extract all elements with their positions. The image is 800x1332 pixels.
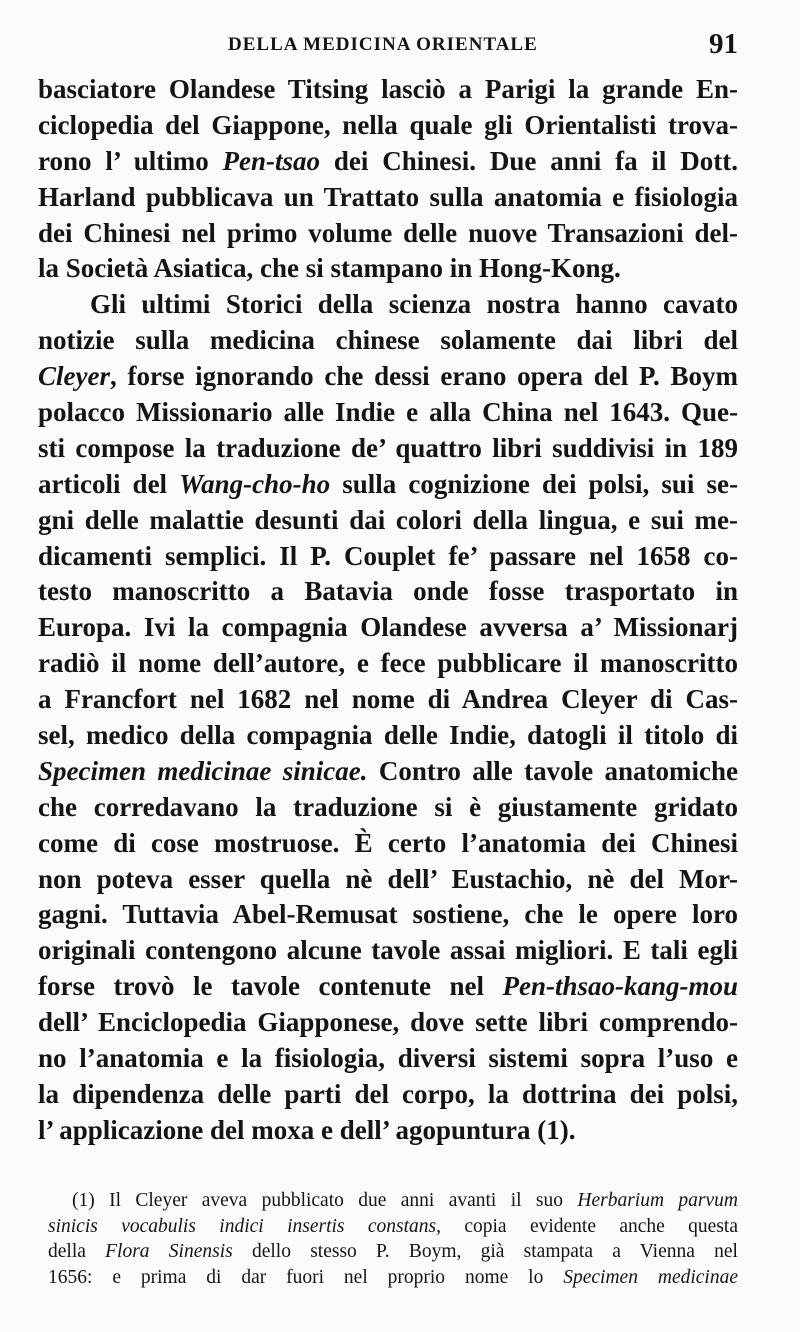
footnote: [48, 1188, 738, 1290]
italic-term: Specimen medicinae: [563, 1266, 738, 1288]
footnote-line: (1) Il Cleyer aveva pubblicato due anni avanti il suo Herbarium parvum: [72, 1190, 738, 1211]
footnote-line: 1656: e prima di dar fuori nel proprio nome lo Specimen medicinae: [48, 1266, 738, 1288]
text-line: sti compose la traduzione de’ quattro libri suddivisi in 189: [38, 432, 738, 463]
text-line: articoli del Wang-cho-ho sulla cognizione dei polsi, sui se-: [38, 468, 738, 499]
italic-term: Specimen medicinae sinicae.: [38, 755, 368, 786]
text-line: come di cose mostruose. È certo l’anatomia dei Chinesi: [38, 827, 738, 858]
text-line: Harland pubblicava un Trattato sulla anatomia e fisiologia: [38, 181, 738, 212]
footnote-line: della Flora Sinensis dello stesso P. Boym, già stampata a Vienna nel: [48, 1241, 738, 1262]
text-line: notizie sulla medicina chinese solamente dai libri del: [38, 325, 738, 356]
italic-term: Cleyer: [38, 361, 110, 392]
text-line: dicamenti semplici. Il P. Couplet fe’ passare nel 1658 co-: [38, 540, 738, 571]
italic-term: sinicis vocabulis indici insertis constans,: [48, 1215, 441, 1237]
text-line: testo manoscritto a Batavia onde fosse trasportato in: [38, 576, 738, 607]
text-line: l’ applicazione del moxa e dell’ agopuntura (1).: [38, 1114, 576, 1145]
text-line: basciatore Olandese Titsing lasciò a Parigi la grande En-: [38, 74, 738, 104]
italic-term: Pen-tsao: [222, 145, 321, 176]
footnote-line: sinicis vocabulis indici insertis constans, copia evidente anche questa: [48, 1215, 738, 1237]
text-line: la dipendenza delle parti del corpo, la dottrina dei polsi,: [38, 1078, 738, 1109]
italic-term: Pen-thsao-kang-mou: [502, 971, 738, 1002]
italic-term: Flora Sinensis: [105, 1241, 233, 1262]
text-line: no l’anatomia e la fisiologia, diversi sistemi sopra l’uso e: [38, 1043, 738, 1074]
text-line: la Società Asiatica, che si stampano in Hong-Kong.: [38, 253, 621, 284]
page-header: [38, 30, 738, 64]
page-number: 91: [709, 28, 738, 60]
italic-term: Herbarium parvum: [577, 1190, 738, 1211]
text-line: rono l’ ultimo Pen-tsao dei Chinesi. Due anni fa il Dott.: [38, 145, 738, 176]
running-head: DELLA MEDICINA ORIENTALE: [228, 34, 538, 55]
text-line: originali contengono alcune tavole assai migliori. E tali egli: [38, 935, 738, 966]
text-line: radiò il nome dell’autore, e fece pubblicare il manoscritto: [38, 648, 738, 679]
text-line: che corredavano la traduzione si è giustamente gridato: [38, 791, 738, 822]
text-line: Specimen medicinae sinicae. Contro alle tavole anatomiche: [38, 755, 738, 786]
italic-term: Wang-cho-ho: [179, 468, 331, 499]
text-line: Europa. Ivi la compagnia Olandese avversa a’ Missionarj: [38, 612, 738, 643]
text-line: gni delle malattie desunti dai colori della lingua, e sui me-: [38, 504, 738, 535]
text-line: sel, medico della compagnia delle Indie, datogli il titolo di: [38, 720, 738, 751]
text-line: Cleyer, forse ignorando che dessi erano opera del P. Boym: [38, 361, 738, 392]
main-text: [38, 72, 738, 1149]
text-line: dei Chinesi nel primo volume delle nuove Transazioni del-: [38, 217, 738, 248]
paragraph-start-line: Gli ultimi Storici della scienza nostra hanno cavato: [90, 289, 738, 320]
text-line: gagni. Tuttavia Abel-Remusat sostiene, che le opere loro: [38, 899, 738, 930]
text-line: non poteva esser quella nè dell’ Eustachio, nè del Mor-: [38, 863, 738, 894]
text-line: ciclopedia del Giappone, nella quale gli Orientalisti trova-: [38, 109, 738, 140]
text-line: polacco Missionario alle Indie e alla China nel 1643. Que-: [38, 397, 738, 428]
text-line: dell’ Enciclopedia Giapponese, dove sette libri comprendo-: [38, 1007, 738, 1038]
text-line: forse trovò le tavole contenute nel Pen-thsao-kang-mou: [38, 971, 738, 1002]
text-line: a Francfort nel 1682 nel nome di Andrea Cleyer di Cas-: [38, 684, 738, 715]
